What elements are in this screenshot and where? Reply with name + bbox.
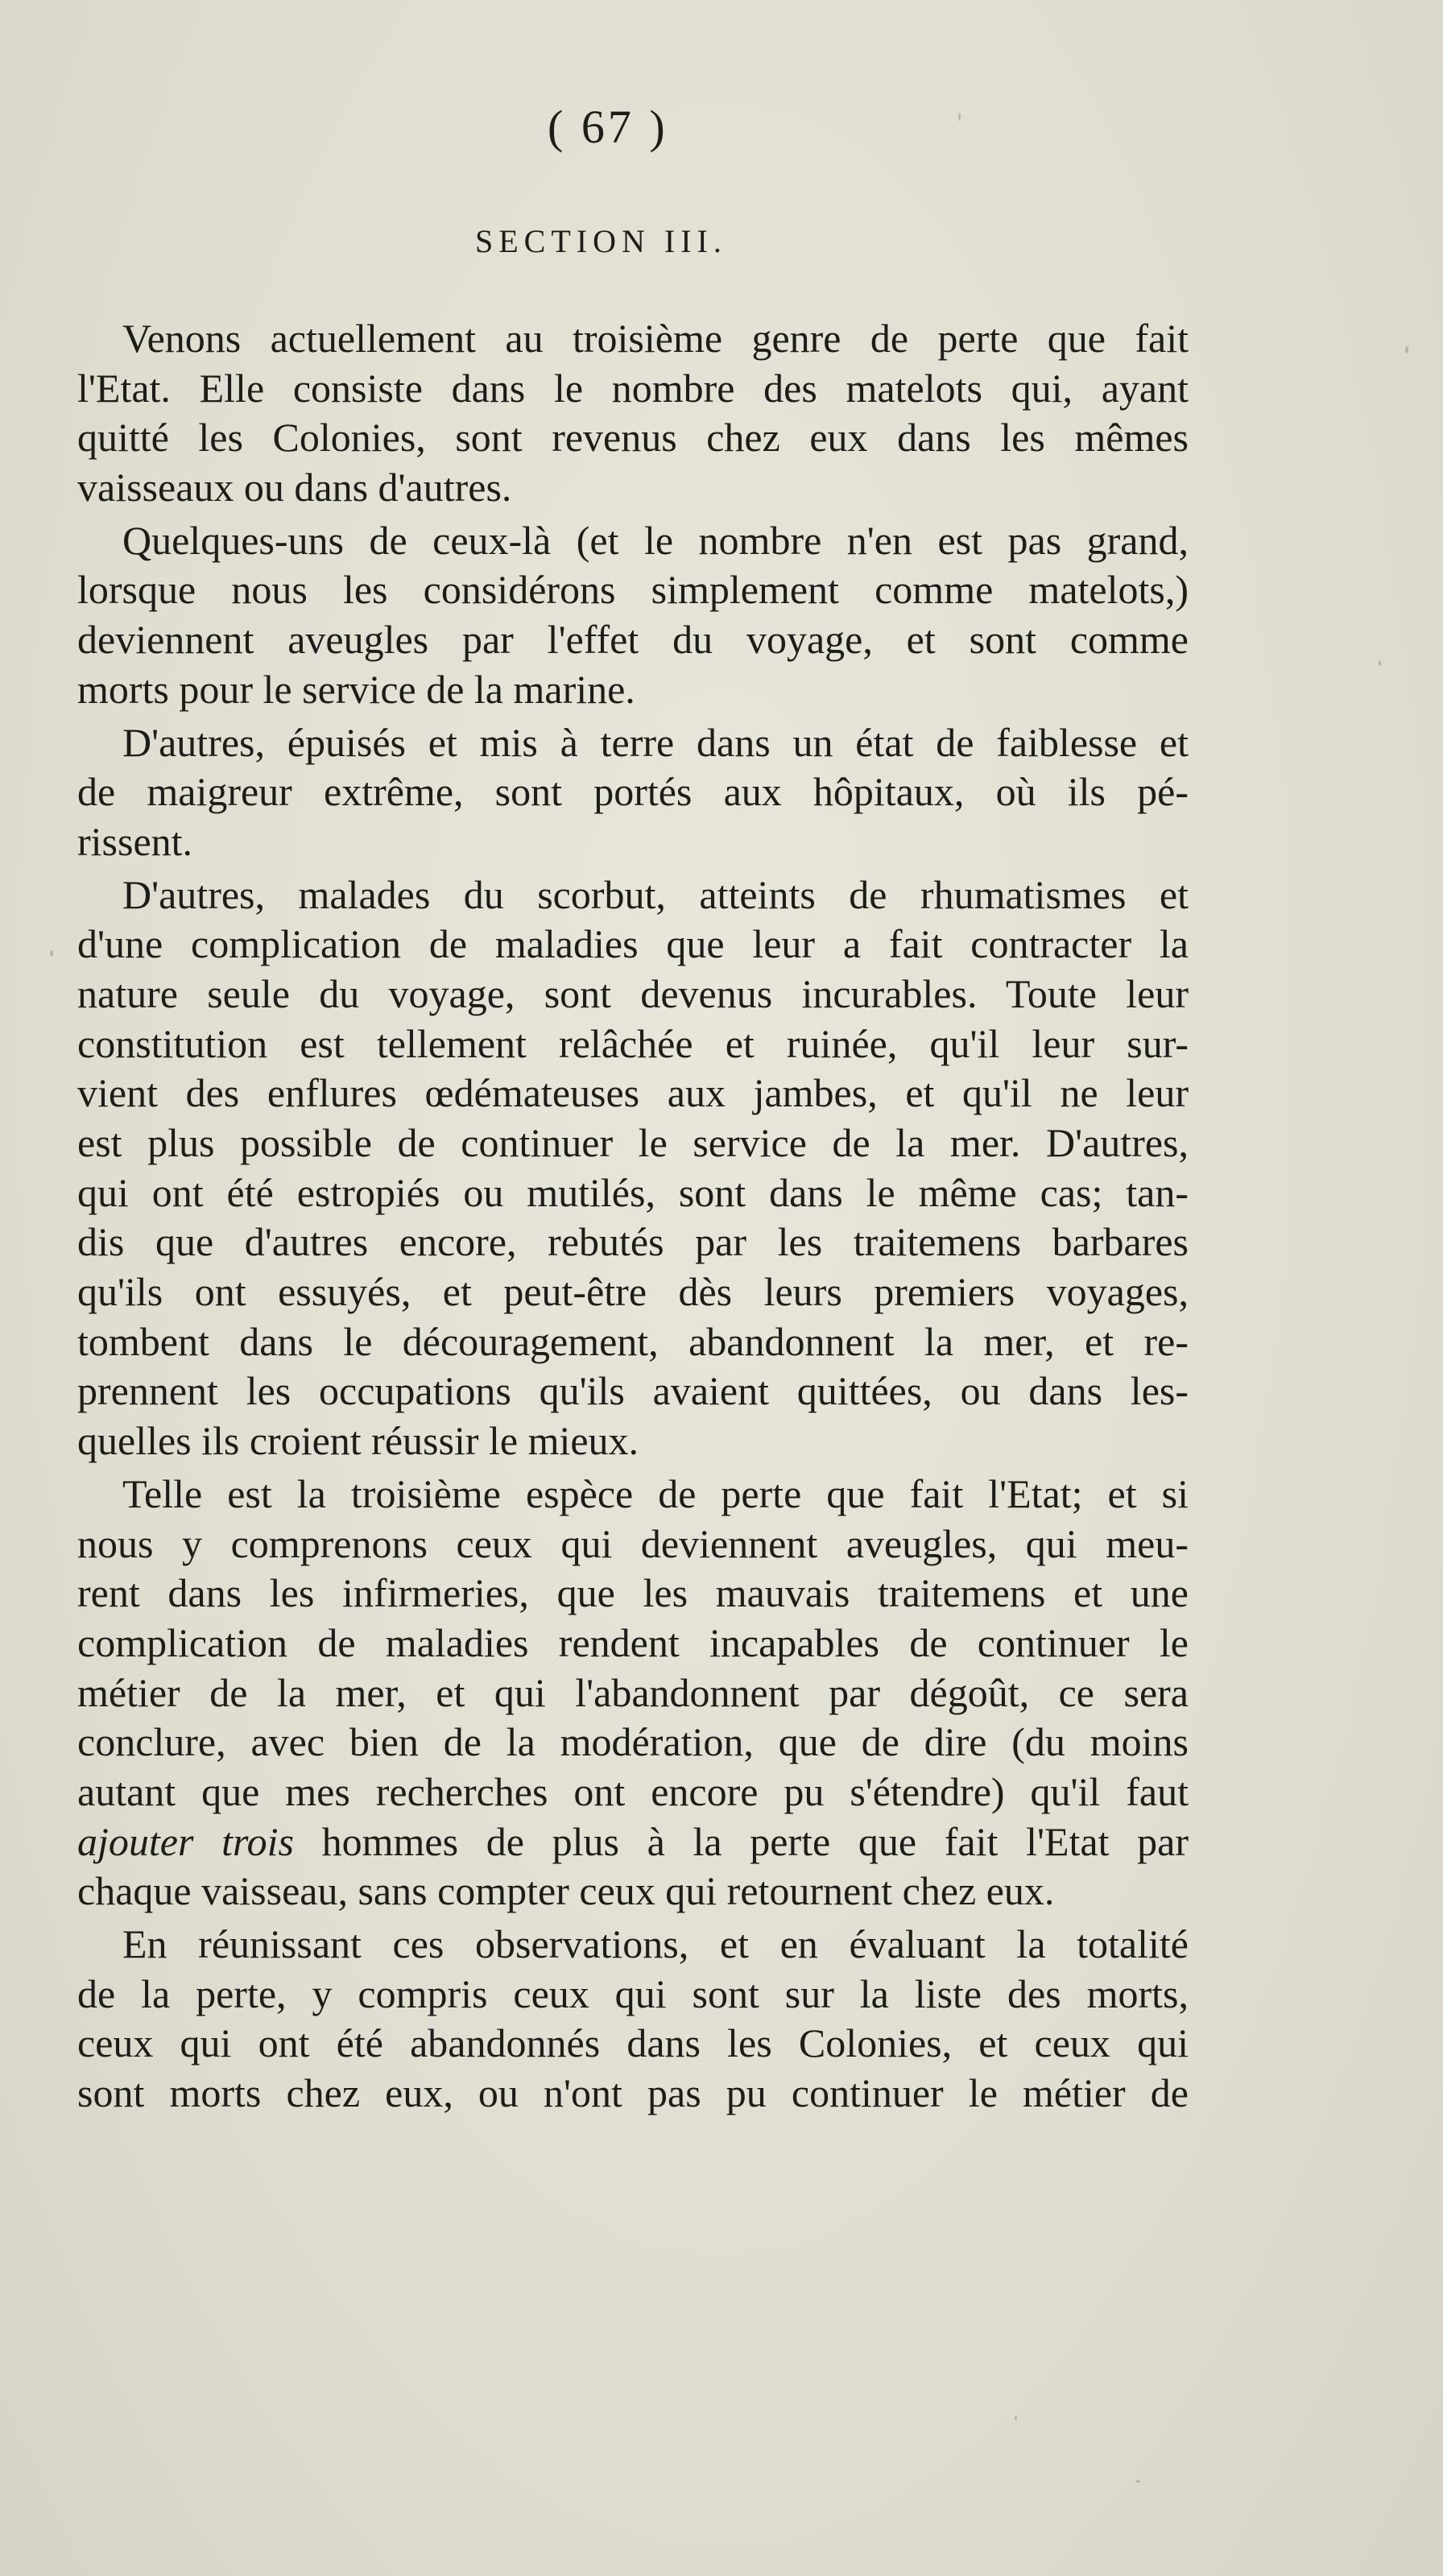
text-line: de maigreur extrême, sont portés aux hôpitaux, où ils pé- [77,769,1189,815]
paragraph-1 [77,314,1189,513]
text-line: conclure, avec bien de la modération, que de dire (du moins [77,1719,1189,1765]
text-line: D'autres, épuisés et mis à terre dans un état de faiblesse et [122,719,1189,765]
emphasis-text: ajouter trois [77,1818,294,1864]
text-line: quitté les Colonies, sont revenus chez eux dans les mêmes [77,415,1189,461]
emphasis-line-rest: hommes de plus à la perte que fait l'Etat par [293,1818,1189,1864]
paragraph-5 [77,1470,1189,1916]
text-line: qui ont été estropiés ou mutilés, sont dans le même cas; tan- [77,1169,1189,1215]
text-line: ceux qui ont été abandonnés dans les Colonies, et ceux qui [77,2020,1189,2066]
text-line: morts pour le service de la marine. [77,666,635,712]
paper-speck [1015,2416,1017,2421]
body-text [77,314,1189,2122]
text-line: deviennent aveugles par l'effet du voyage, et sont comme [77,617,1189,663]
paragraph-3 [77,718,1189,867]
text-line: tombent dans le découragement, abandonnent la mer, et re- [77,1318,1189,1364]
text-line: sont morts chez eux, ou n'ont pas pu continuer le métier de [77,2070,1189,2116]
text-line: Venons actuellement au troisième genre de perte que fait [122,316,1189,361]
text-line: complication de maladies rendent incapables de continuer le [77,1619,1189,1665]
text-line: vient des enflures œdémateuses aux jambes, et qu'il ne leur [77,1070,1189,1116]
text-line: chaque vaisseau, sans compter ceux qui retournent chez eux. [77,1868,1055,1914]
paragraph-2 [77,516,1189,715]
text-line: D'autres, malades du scorbut, atteints de rhumatismes et [122,871,1189,917]
text-line: Telle est la troisième espèce de perte que fait l'Etat; et si [122,1470,1189,1516]
text-line: En réunissant ces observations, et en évaluant la totalité [122,1921,1189,1966]
paper-speck [1379,660,1381,666]
text-line: nous y comprenons ceux qui deviennent aveugles, qui meu- [77,1520,1189,1566]
paper-speck [958,113,961,121]
paper-speck [1405,346,1408,354]
text-line: l'Etat. Elle consiste dans le nombre des matelots qui, ayant [77,365,1189,411]
paper-speck [50,950,53,957]
text-line: quelles ils croient réussir le mieux. [77,1418,639,1464]
text-line: prennent les occupations qu'ils avaient quittées, ou dans les- [77,1368,1189,1414]
text-line: lorsque nous les considérons simplement comme matelots,) [77,567,1189,613]
text-line: Quelques-uns de ceux-là (et le nombre n'en est pas grand, [122,517,1189,563]
text-line: rent dans les infirmeries, que les mauvais traitemens et une [77,1570,1189,1616]
text-line-emphasis [77,1817,1189,1867]
section-heading: SECTION III. [475,223,727,259]
text-line: d'une complication de maladies que leur a fait contracter la [77,921,1189,967]
text-line: dis que d'autres encore, rebutés par les traitemens barbares [77,1219,1189,1265]
text-line: autant que mes recherches ont encore pu s'étendre) qu'il faut [77,1768,1189,1814]
text-line: est plus possible de continuer le service de la mer. D'autres, [77,1120,1189,1165]
paragraph-4 [77,870,1189,1466]
text-line: métier de la mer, et qui l'abandonnent par dégoût, ce sera [77,1669,1189,1715]
text-line: rissent. [77,818,193,864]
paragraph-6 [77,1920,1189,2119]
text-line: nature seule du voyage, sont devenus incurables. Toute leur [77,970,1189,1016]
text-line: vaisseaux ou dans d'autres. [77,465,512,511]
page-number: ( 67 ) [548,101,668,153]
paper-speck [1135,2480,1140,2483]
text-line: constitution est tellement relâchée et ruinée, qu'il leur sur- [77,1020,1189,1066]
text-line: de la perte, y compris ceux qui sont sur la liste des morts, [77,1970,1189,2016]
text-line: qu'ils ont essuyés, et peut-être dès leurs premiers voyages, [77,1269,1189,1315]
